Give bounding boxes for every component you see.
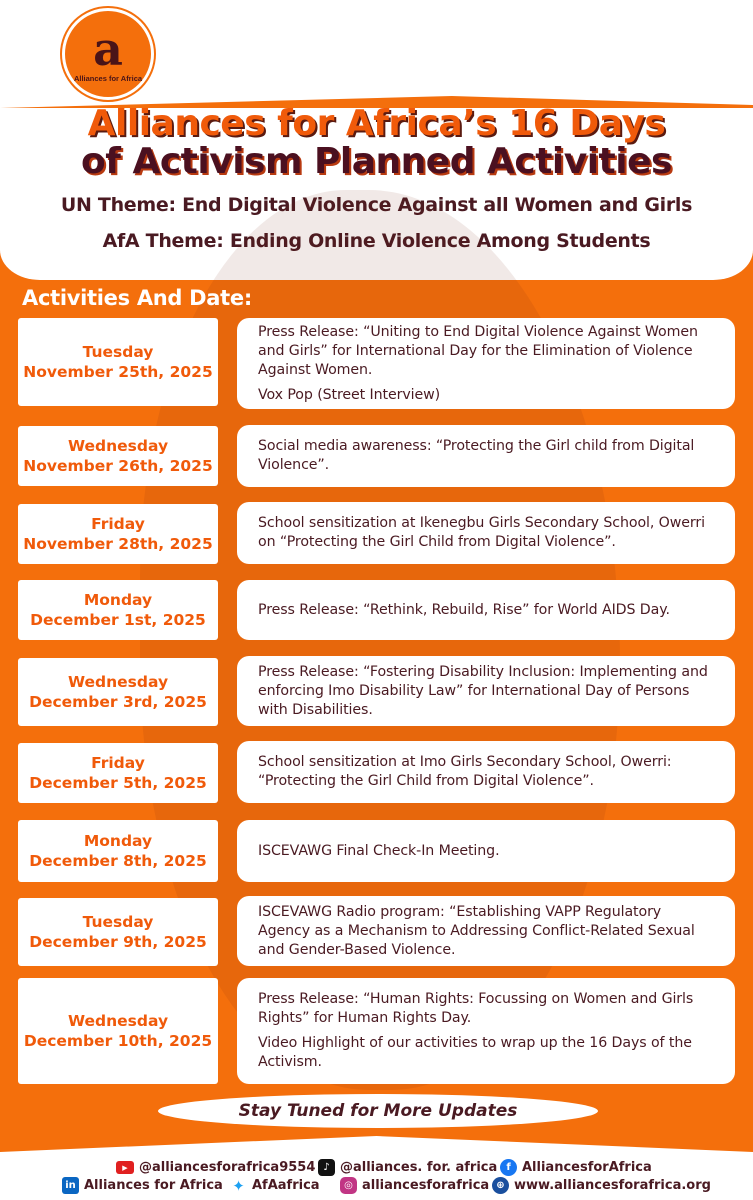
date-box [18,580,218,640]
logo-mark: a [93,21,123,76]
twitter-icon: ✦ [232,1176,245,1195]
stay-tuned-banner: Stay Tuned for More Updates [158,1094,598,1128]
activity-box [237,502,735,564]
date-box [18,978,218,1084]
activity-text: Vox Pop (Street Interview) [258,386,441,403]
activity-text: ISCEVAWG Radio program: “Establishing VAPP Regulatory Agency as a Mechanism to Addressing Conflict-Related Sexual and Gender-Based Violence. [258,903,695,958]
activity-text: Press Release: “Human Rights: Focussing on Women and Girls Rights” for Human Rights Day. [258,991,694,1026]
youtube-icon: ▶ [116,1161,134,1174]
activity-day: Wednesday [67,1011,169,1030]
activity-box [237,425,735,487]
activity-box [237,896,735,966]
tiktok-handle: @alliances. for. africa [340,1160,498,1175]
activity-box [237,580,735,640]
activity-box [237,741,735,803]
activity-date: November 25th, 2025 [23,362,213,381]
tiktok-icon: ♪ [318,1159,335,1176]
activity-box [237,978,735,1084]
activity-date: November 28th, 2025 [23,534,213,553]
facebook-handle: AlliancesforAfrica [522,1160,652,1175]
activity-text: Press Release: “Fostering Disability Inclusion: Implementing and enforcing Imo Disability Law” for International Day of Persons with Disabilities. [258,663,708,718]
activity-text: School sensitization at Ikenegbu Girls Secondary School, Owerri on “Protecting the Girl Child from Digital Violence”. [258,515,705,550]
activity-day: Wednesday [67,672,169,691]
activity-box [237,820,735,882]
date-box [18,504,218,564]
tiktok-link[interactable] [318,1159,497,1176]
activity-box [237,656,735,726]
instagram-link[interactable] [340,1177,489,1194]
twitter-handle: AfAafrica [252,1178,320,1193]
facebook-icon: f [500,1159,517,1176]
activity-date: November 26th, 2025 [23,456,213,475]
title-line-2: of Activism Planned Activities [81,141,672,182]
youtube-handle: @alliancesforafrica9554 [139,1160,316,1175]
logo-text: Alliances for Africa [73,73,143,83]
activity-box [237,318,735,409]
youtube-link[interactable] [116,1160,315,1175]
activity-day: Friday [91,753,145,772]
website-handle: www.alliancesforafrica.org [514,1178,711,1193]
activity-day: Tuesday [82,342,154,361]
activity-date: December 3rd, 2025 [29,692,207,711]
activity-date: December 8th, 2025 [29,851,207,870]
activity-date: December 10th, 2025 [23,1031,213,1050]
activity-date: December 9th, 2025 [29,932,207,951]
instagram-icon: ◎ [340,1177,357,1194]
title-line-1: Alliances for Africa’s 16 Days [87,103,666,144]
activity-day: Tuesday [82,912,154,931]
activity-text: Social media awareness: “Protecting the Girl child from Digital Violence”. [258,438,695,473]
activity-day: Monday [83,831,153,850]
logo [62,8,154,100]
activity-text: School sensitization at Imo Girls Secondary School, Owerri: “Protecting the Girl Child from Digital Violence”. [258,754,672,789]
afa-theme: AfA Theme: Ending Online Violence Among Students [102,230,651,252]
website-link[interactable] [492,1177,711,1194]
activity-date: December 1st, 2025 [30,610,206,629]
date-box [18,426,218,486]
date-box [18,658,218,726]
date-box [18,898,218,966]
globe-icon: ⊕ [492,1177,509,1194]
activity-text: Video Highlight of our activities to wrap up the 16 Days of the Activism. [258,1035,692,1070]
un-theme: UN Theme: End Digital Violence Against all Women and Girls [60,194,693,216]
linkedin-handle: Alliances for Africa [84,1178,223,1193]
twitter-link[interactable] [230,1177,320,1194]
activity-text: Press Release: “Rethink, Rebuild, Rise” for World AIDS Day. [258,601,670,618]
date-box [18,820,218,882]
activity-day: Monday [83,590,153,609]
date-box [18,743,218,803]
section-label: Activities And Date: [22,286,252,310]
activity-day: Wednesday [67,436,169,455]
activity-day: Friday [91,514,145,533]
activity-date: December 5th, 2025 [29,773,207,792]
linkedin-link[interactable] [62,1177,223,1194]
activity-text: ISCEVAWG Final Check-In Meeting. [258,842,500,859]
date-box [18,318,218,406]
activity-text: Press Release: “Uniting to End Digital Violence Against Women and Girls” for International Day for the Elimination of Violence Against Women. [258,323,698,378]
facebook-link[interactable] [500,1159,652,1176]
linkedin-icon: in [62,1177,79,1194]
instagram-handle: alliancesforafrica [362,1178,490,1193]
